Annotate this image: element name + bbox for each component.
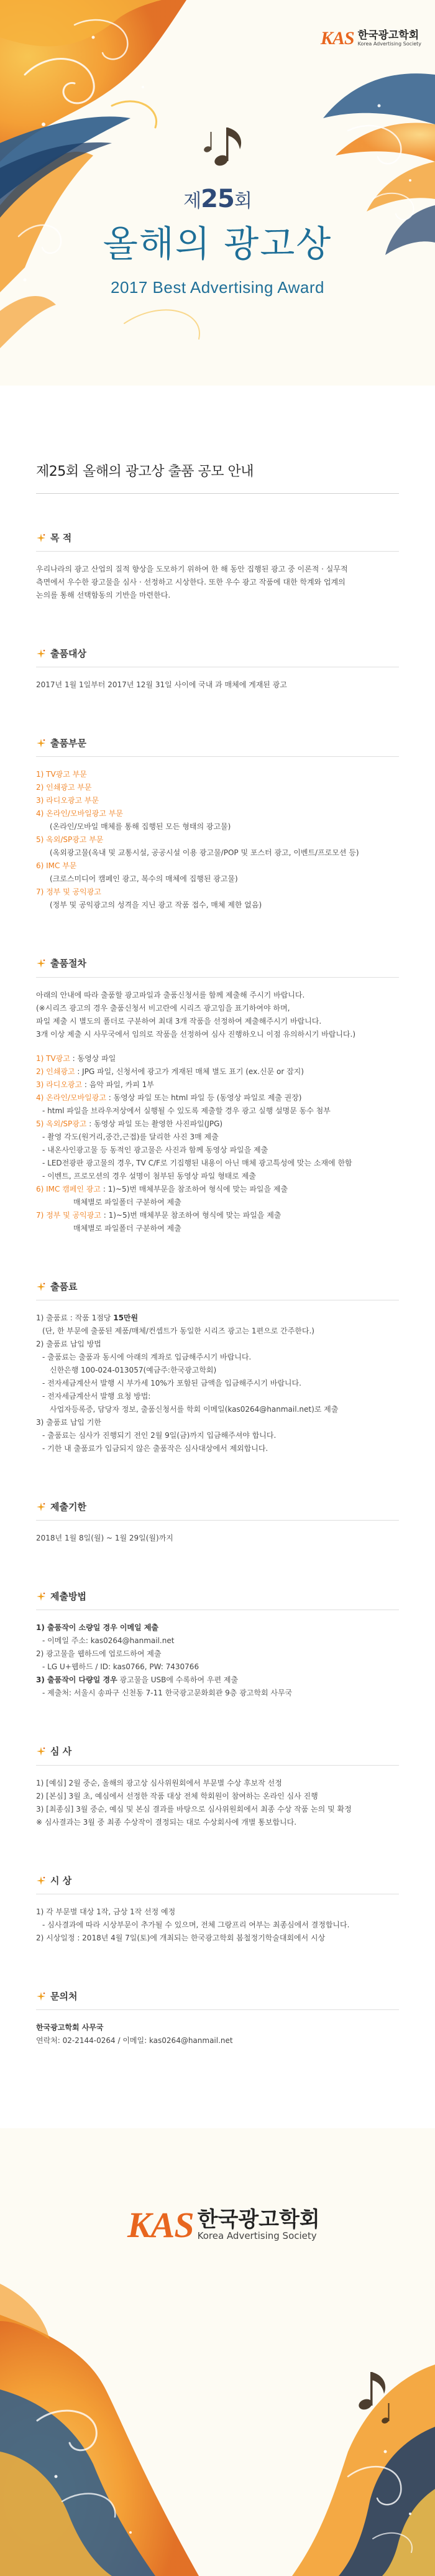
music-note-icon [213, 127, 241, 167]
award-subtitle: 2017 Best Advertising Award [110, 277, 324, 297]
section-deadline [36, 1499, 399, 1545]
section-category [36, 735, 399, 912]
method-item: 3) 출품작이 다량일 경우 광고물을 USB에 수록하여 우편 제출 [36, 1675, 239, 1685]
sparkle-icon [36, 738, 46, 748]
text-line: - 기한 내 출품료가 입금되지 않은 출품작은 심사대상에서 제외합니다. [42, 1443, 268, 1453]
text-line: 2) 출품료 납입 방법 [36, 1339, 101, 1348]
text-line: - 출품료는 출품과 동시에 아래의 계좌로 입금해주시기 바랍니다. [42, 1352, 252, 1361]
sparkle-icon [36, 1591, 46, 1601]
section-title: 출품부문 [50, 738, 86, 749]
header-banner [0, 0, 435, 386]
footer-banner [0, 2128, 435, 2576]
section-fee [36, 1279, 399, 1455]
category-desc: (크로스미디어 캠페인 광고, 복수의 매체에 집행된 광고물) [50, 874, 238, 884]
sparkle-icon [36, 1876, 46, 1886]
text-line: 2) 시상일정 : 2018년 4월 7일(토)에 개최되는 한국광고학회 봄철정기학술대회에서 시상 [36, 1933, 326, 1942]
procedure-item: 7) 정부 및 공익광고 : 1)~5)번 매체부문 참조하여 형식에 맞는 파일을 제출 [36, 1210, 282, 1220]
award-title: 올해의 광고상 [103, 223, 332, 265]
text-line: 3) [최종심] 3월 중순, 예심 및 본심 결과를 바탕으로 심사위원회에서 최종 수상 작품 논의 및 확정 [36, 1804, 352, 1814]
section-method [36, 1588, 399, 1700]
section-review [36, 1743, 399, 1828]
text-line: - 심사결과에 따라 시상부문이 추가될 수 있으며, 전체 그랑프리 여부는 최종심에서 결정합니다. [42, 1920, 350, 1929]
section-title: 시 상 [50, 1874, 72, 1886]
section-title: 출품절차 [50, 958, 86, 970]
text-line: 2017년 1월 1일부터 2017년 12월 31일 사이에 국내 과 매체에 게재된 광고 [36, 680, 287, 689]
procedure-item: 3) 라디오광고 : 음악 파일, 카피 1부 [36, 1080, 154, 1089]
sparkle-icon [36, 1282, 46, 1292]
music-note-icon [203, 132, 212, 153]
procedure-item: 2) 인쇄광고 : JPG 파일, 신청서에 광고가 게재된 매체 별도 표기 (ex.신문 or 잡지) [36, 1067, 304, 1076]
sparkle-icon [36, 958, 46, 968]
category-item: 6) IMC 부문 [36, 861, 77, 871]
category-desc: (온라인/모바일 매체를 통해 집행된 모든 형태의 광고물) [50, 822, 231, 832]
procedure-sub: 매체별로 파일폴더 구분하여 제출 [73, 1223, 181, 1233]
category-item: 2) 인쇄광고 부문 [36, 783, 92, 792]
category-item: 5) 옥외/SP광고 부문 [36, 835, 104, 845]
text-line: - 전자세금계산서 발행 시 부가세 10%가 포함된 금액을 입금해주시기 바랍니다. [42, 1378, 301, 1388]
text-line: - 전자세금계산서 발행 요청 방법: [42, 1391, 151, 1401]
fee-line: 1) 출품료 : 작품 1점당 15만원 [36, 1313, 139, 1322]
category-desc: (옥외광고물(옥내 및 교통시설, 공공시설 이용 광고물/POP 및 포스터 광고, 이벤트/프로모션 등) [50, 848, 359, 858]
contact-info: 연락처: 02-2144-0264 / 이메일: kas0264@hanmail.net [36, 2036, 233, 2045]
header-logo [321, 22, 421, 55]
procedure-item: 5) 옥외/SP광고 : 동영상 파일 또는 촬영한 사진파일(JPG) [36, 1119, 223, 1128]
sparkle-icon [36, 1991, 46, 2001]
method-item: 2) 광고물을 웹하드에 업로드하여 제출 [36, 1649, 162, 1659]
text-line: (단, 한 부문에 출품된 제품/매체/컨셉트가 동일한 시리즈 광고는 1편으로 간주한다.) [42, 1326, 314, 1335]
category-item: 3) 라디오광고 부문 [36, 796, 99, 805]
text-line: 파일 제출 시 별도의 폴더로 구분하여 최대 3개 작품을 선정하여 제출해주시기 바랍니다. [36, 1016, 322, 1026]
section-title: 문의처 [50, 1990, 78, 2002]
footer-logo [127, 2194, 320, 2257]
text-line: 측면에서 우수한 광고물을 심사 · 선정하고 시상한다. 또한 우수 광고 작품에 대한 학계와 업계의 [36, 577, 346, 586]
logo-english: Korea Advertising Society [357, 40, 421, 47]
edition-label: 제25회 [183, 185, 252, 213]
text-line: 1) [예심] 2월 중순, 올해의 광고상 심사위원회에서 부문별 수상 후보작 선정 [36, 1778, 282, 1787]
method-item: 1) 출품작이 소량일 경우 이메일 제출 [36, 1623, 159, 1633]
banner-title-block [0, 177, 435, 302]
section-title: 목 적 [50, 532, 72, 544]
page-title: 제25회 올해의 광고상 출품 공모 안내 [36, 464, 254, 480]
sparkle-icon [36, 533, 46, 543]
method-sub: - 제출처: 서울시 송파구 신천동 7-11 한국광고문화회관 9층 광고학회 사무국 [42, 1689, 293, 1698]
section-title: 제출기한 [50, 1501, 86, 1513]
section-procedure [36, 955, 399, 1235]
section-title: 심 사 [50, 1746, 72, 1758]
category-item: 7) 정부 및 공익광고 [36, 887, 101, 897]
section-title: 출품료 [50, 1281, 78, 1292]
section-award [36, 1873, 399, 1945]
section-title: 제출방법 [50, 1591, 86, 1602]
text-line: 우리나라의 광고 산업의 질적 향상을 도모하기 위하여 한 해 동안 집행된 광고 중 이론적 · 실무적 [36, 564, 348, 573]
text-line: (※시리즈 광고의 경우 출품신청서 비고란에 시리즈 광고임을 표기하여야 하며, [36, 1003, 290, 1012]
logo-korean: 한국광고학회 [197, 2207, 320, 2233]
procedure-sub: - 이벤트, 프로모션의 경우 설명이 첨부된 동영상 파일 형태로 제출 [42, 1171, 256, 1180]
procedure-sub: - 촬영 각도(원거리,중간,근접)를 달리한 사진 3매 제출 [42, 1132, 219, 1141]
procedure-item: 4) 온라인/모바일광고 : 동영상 파일 또는 html 파일 등 (동영상 파일로 제출 권장) [36, 1093, 302, 1102]
text-line: ※ 심사결과는 3월 중 최종 수상작이 결정되는 대로 수상회사에 개별 통보합니다. [36, 1817, 297, 1827]
section-target [36, 646, 399, 692]
section-purpose [36, 530, 399, 602]
bank-account: 신한은행 100-024-013057(예금주:한국광고학회) [50, 1365, 217, 1374]
logo-korean: 한국광고학회 [357, 29, 419, 42]
sparkle-icon [36, 1502, 46, 1512]
sparkle-icon [36, 1746, 46, 1756]
logo-mark: KAS [127, 2205, 194, 2245]
text-line: 사업자등록증, 담당자 정보, 출품신청서를 학회 이메일(kas0264@hanmail.net)로 제출 [50, 1404, 339, 1414]
deadline-text: 2018년 1월 8일(월) ~ 1월 29일(월)까지 [36, 1534, 173, 1542]
procedure-sub: 매체별로 파일폴더 구분하여 제출 [73, 1197, 181, 1207]
text-line: 3개 이상 제출 시 사무국에서 임의로 작품을 선정하여 심사 진행하오니 이점 유의하시기 바랍니다.) [36, 1029, 355, 1039]
text-line: - 출품료는 심사가 진행되기 전인 2월 9일(금)까지 입금해주셔야 합니다. [42, 1430, 277, 1440]
procedure-sub: - 내온사인광고물 등 동적인 광고물은 사진과 함께 동영상 파일을 제출 [42, 1145, 268, 1154]
category-item: 4) 온라인/모바일광고 부문 [36, 809, 123, 818]
text-line: 1) 각 부문별 대상 1작, 금상 1작 선정 예정 [36, 1907, 176, 1916]
section-contact [36, 1988, 399, 2047]
text-line: 3) 출품료 납입 기한 [36, 1417, 101, 1427]
category-item: 1) TV광고 부문 [36, 770, 87, 779]
sparkle-icon [36, 649, 46, 659]
method-sub: - LG U+웹하드 / ID: kas0766, PW: 7430766 [42, 1662, 199, 1672]
contact-org: 한국광고학회 사무국 [36, 2023, 104, 2032]
logo-mark: KAS [320, 28, 354, 49]
category-desc: (정부 및 공익광고의 성격을 지닌 광고 작품 접수, 매체 제한 없음) [50, 901, 262, 910]
notice-content [0, 386, 435, 2047]
logo-english: Korea Advertising Society [197, 2230, 317, 2241]
title-divider [36, 493, 399, 494]
procedure-item: 6) IMC 캠페인 광고 : 1)~5)번 매체부문을 참조하여 형식에 맞는 파일을 제출 [36, 1184, 288, 1193]
text-line: 2) [본심] 3월 초, 예심에서 선정한 작품 대상 전체 학회원이 참여하는 온라인 심사 진행 [36, 1791, 318, 1800]
text-line: 아래의 안내에 따라 출품할 광고파일과 출품신청서를 함께 제출해 주시기 바랍니다. [36, 990, 305, 999]
procedure-item: 1) TV광고 : 동영상 파일 [36, 1054, 116, 1063]
text-line: 논의를 통해 선택함동의 기반을 마련한다. [36, 590, 171, 600]
procedure-sub: - LED전광판 광고물의 경우, TV C/F로 기집행된 내용이 아닌 매체 광고특성에 맞는 소재에 한함 [42, 1158, 352, 1167]
section-title: 출품대상 [50, 647, 86, 659]
procedure-sub: - html 파일을 브라우저상에서 실행될 수 있도록 제출할 경우 광고 실행 설명문 동수 첨부 [42, 1106, 331, 1115]
method-sub: - 이메일 주소: kas0264@hanmail.net [42, 1636, 175, 1646]
